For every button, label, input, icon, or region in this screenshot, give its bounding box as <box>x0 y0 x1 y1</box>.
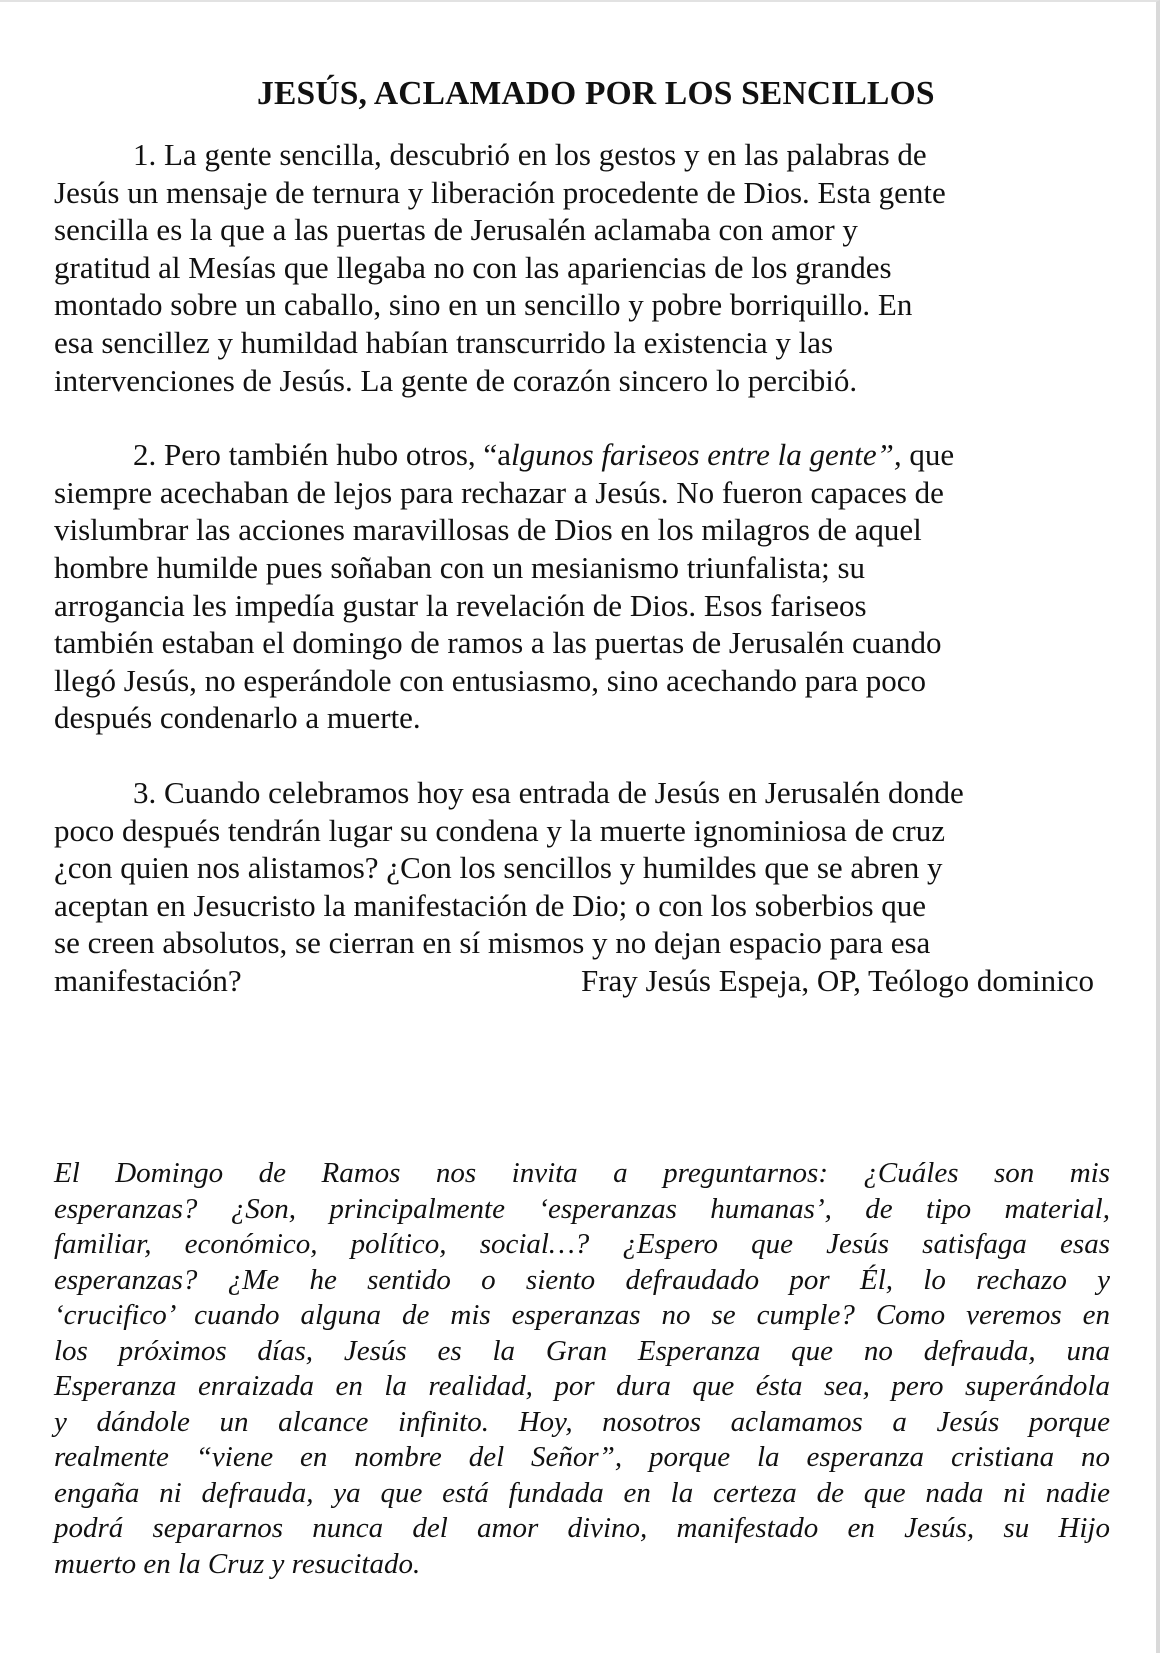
paragraph-1 <box>54 136 1108 399</box>
paragraph-2-line: siempre acechaban de lejos para rechazar a Jesús. No fueron capaces de <box>54 474 944 510</box>
reflection-line: El Domingo de Ramos nos invita a preguntarnos: ¿Cuáles son mis <box>54 1157 1110 1189</box>
paragraph-2-line: llegó Jesús, no esperándole con entusiasmo, sino acechando para poco <box>54 662 927 698</box>
document-body <box>54 72 1108 999</box>
paragraph-2-quote: lgunos fariseos entre la gente”, <box>510 437 902 473</box>
reflection-line: muerto en la Cruz y resucitado. <box>54 1547 421 1580</box>
paragraph-3-line: se creen absolutos, se cierran en sí mismos y no dejan espacio para esa <box>54 925 931 961</box>
paragraph-1-line: Jesús un mensaje de ternura y liberación procedente de Dios. Esta gente <box>54 174 946 210</box>
document-title: JESÚS, ACLAMADO POR LOS SENCILLOS <box>257 75 935 112</box>
reflection-line: Esperanza enraizada en la realidad, por dura que ésta sea, pero superándola <box>54 1370 1110 1402</box>
paragraph-1-line: esa sencillez y humildad habían transcurrido la existencia y las <box>54 324 834 360</box>
reflection-line: ‘crucifico’ cuando alguna de mis esperanzas no se cumple? Como veremos en <box>54 1299 1110 1331</box>
paragraph-1-line: 1. La gente sencilla, descubrió en los gestos y en las palabras de <box>133 137 927 172</box>
paragraph-2-line: hombre humilde pues soñaban con un mesianismo triunfalista; su <box>54 549 866 585</box>
reflection-line: y dándole un alcance infinito. Hoy, nosotros aclamamos a Jesús porque <box>54 1405 1110 1438</box>
reflection-line: podrá separarnos nunca del amor divino, manifestado en Jesús, su Hijo <box>54 1512 1110 1544</box>
reflection-line: los próximos días, Jesús es la Gran Esperanza que no defrauda, una <box>54 1334 1110 1367</box>
paragraph-1-line: sencilla es la que a las puertas de Jerusalén aclamaba con amor y <box>54 212 858 248</box>
author-signature: Fray Jesús Espeja, OP, Teólogo dominico <box>580 962 1094 998</box>
paragraph-2-first-line <box>54 436 1108 474</box>
paragraph-2-line: también estaban el domingo de ramos a las puertas de Jerusalén cuando <box>54 625 942 661</box>
paragraph-1-line: montado sobre un caballo, sino en un sencillo y pobre borriquillo. En <box>54 287 913 323</box>
reflection-line: familiar, económico, político, social…? ¿Espero que Jesús satisfaga esas <box>54 1228 1110 1260</box>
paragraph-2 <box>54 436 1108 737</box>
reflection-line: realmente “viene en nombre del Señor”, porque la esperanza cristiana no <box>54 1441 1110 1473</box>
reflection-paragraph <box>54 1156 1110 1582</box>
paragraph-3 <box>54 774 1108 1000</box>
paragraph-3-line: poco después tendrán lugar su condena y la muerte ignominiosa de cruz <box>54 812 945 848</box>
paragraph-1-line: gratitud al Mesías que llegaba no con las apariencias de los grandes <box>54 249 892 285</box>
paragraph-2-text: 2. Pero también hubo otros, “a <box>133 437 511 473</box>
paragraph-3-line: manifestación? <box>54 962 242 998</box>
paragraph-1-line: intervenciones de Jesús. La gente de corazón sincero lo percibió. <box>54 362 858 398</box>
paragraph-2-line: después condenarlo a muerte. <box>54 700 421 736</box>
reflection-line: esperanzas? ¿Son, principalmente ‘esperanzas humanas’, de tipo material, <box>54 1192 1110 1225</box>
paragraph-3-line: aceptan en Jesucristo la manifestación de Dio; o con los soberbios que <box>54 887 927 923</box>
paragraph-3-last-line <box>54 962 1094 1000</box>
paragraph-3-line: 3. Cuando celebramos hoy esa entrada de Jesús en Jerusalén donde <box>133 774 964 810</box>
reflection-line: esperanzas? ¿Me he sentido o siento defraudado por Él, lo rechazo y <box>54 1263 1110 1296</box>
paragraph-3-line: ¿con quien nos alistamos? ¿Con los sencillos y humildes que se abren y <box>54 850 943 886</box>
paragraph-2-line: arrogancia les impedía gustar la revelación de Dios. Esos fariseos <box>54 587 867 623</box>
paragraph-2-line: vislumbrar las acciones maravillosas de Dios en los milagros de aquel <box>54 512 922 548</box>
reflection-line: engaña ni defrauda, ya que está fundada en la certeza de que nada ni nadie <box>54 1476 1110 1509</box>
paragraph-2-text: que <box>901 437 955 473</box>
